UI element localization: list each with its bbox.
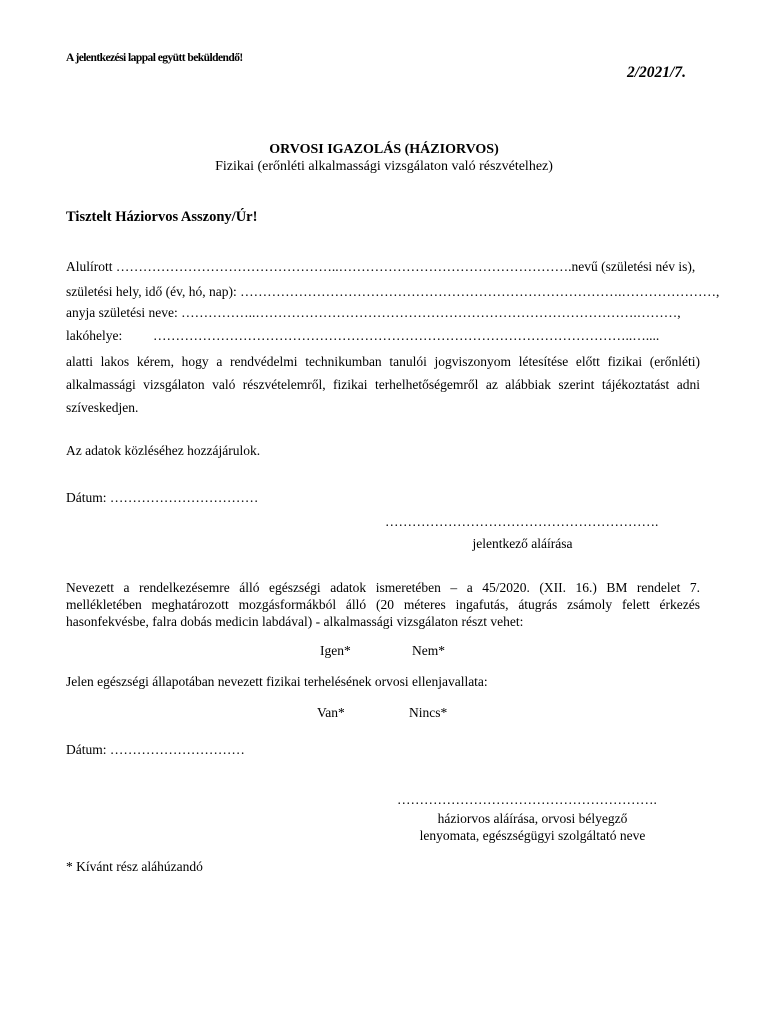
applicant-date-label: Dátum: [66, 490, 107, 505]
doctor-paragraph [66, 579, 700, 630]
applicant-signature-label: jelentkező aláírása [472, 536, 573, 551]
mother-dots: ……………..………………………………………………………………………….………, [181, 305, 681, 320]
consent-statement: Az adatok közléséhez hozzájárulok. [66, 443, 261, 458]
request-line-3: szíveskedjen. [66, 400, 139, 415]
applicant-date-dots: …………………………… [109, 490, 259, 505]
doctor-date-line [66, 742, 245, 758]
request-paragraph [66, 350, 700, 419]
contraindication-yes-option: Van* [317, 705, 345, 720]
footnote: * Kívánt rész aláhúzandó [66, 859, 203, 874]
document-subtitle: Fizikai (erőnléti alkalmassági vizsgálaton való részvételhez) [215, 159, 553, 174]
doctor-line-3: hasonfekvésbe, falra dobás medicin labdával) - alkalmassági vizsgálaton részt vehet: [66, 614, 524, 629]
doctor-signature-dots: …………………………………………………. [397, 792, 657, 807]
doctor-line-2: mellékletében meghatározott mozgásformákból álló (20 méteres ingafutás, átugrás zsámoly felett érkezés [66, 597, 700, 612]
name-suffix: .nevű (születési név is), [568, 259, 696, 274]
submission-note: A jelentkezési lappal együtt beküldendő! [66, 52, 243, 64]
doctor-line-1: Nevezett a rendelkezésemre álló egészségi adatok ismeretében – a 45/2020. (XII. 16.) BM rendelet 7. [66, 580, 700, 595]
birth-dots: ………………………………………………………………………….…………………, [240, 284, 720, 299]
doctor-signature-label-1: háziorvos aláírása, orvosi bélyegző [437, 811, 628, 826]
name-dots: …………………………………………..…………………………………………… [115, 259, 569, 274]
doctor-signature-label-2: lenyomata, egészségügyi szolgáltató neve [419, 828, 646, 843]
applicant-name-line [66, 259, 700, 275]
name-label: Alulírott [66, 259, 113, 274]
contraindication-question: Jelen egészségi állapotában nevezett fizikai terhelésének orvosi ellenjavallata: [66, 674, 488, 689]
address-label: lakóhelye: [66, 328, 123, 343]
participation-no-option: Nem* [412, 643, 445, 658]
contraindication-no-option: Nincs* [409, 705, 448, 720]
applicant-signature-dots: ……………………………………………………. [385, 514, 659, 529]
address-dots: ……………………………………………………………………………………………..….... [152, 328, 660, 343]
address-line [66, 328, 706, 344]
request-line-1: alatti lakos kérem, hogy a rendvédelmi technikumban tanulói jogviszonyom létesítése előtt fizikai (erőnléti) [66, 354, 700, 369]
participation-yes-option: Igen* [320, 643, 351, 658]
document-title: ORVOSI IGAZOLÁS (HÁZIORVOS) [269, 142, 499, 157]
birth-label: születési hely, idő (év, hó, nap): [66, 284, 237, 299]
doctor-date-dots: ………………………… [109, 742, 245, 757]
mother-label: anyja születési neve: [66, 305, 178, 320]
applicant-date-line [66, 490, 258, 506]
reference-number: 2/2021/7. [627, 64, 686, 81]
birth-line [66, 284, 720, 300]
mother-name-line [66, 305, 700, 321]
request-line-2: alkalmassági vizsgálaton való részvételemről, fizikai terhelhetőségemről az alábbiak szerint tájékoztatást adni [66, 377, 700, 392]
doctor-date-label: Dátum: [66, 742, 107, 757]
salutation: Tisztelt Háziorvos Asszony/Úr! [66, 209, 258, 225]
